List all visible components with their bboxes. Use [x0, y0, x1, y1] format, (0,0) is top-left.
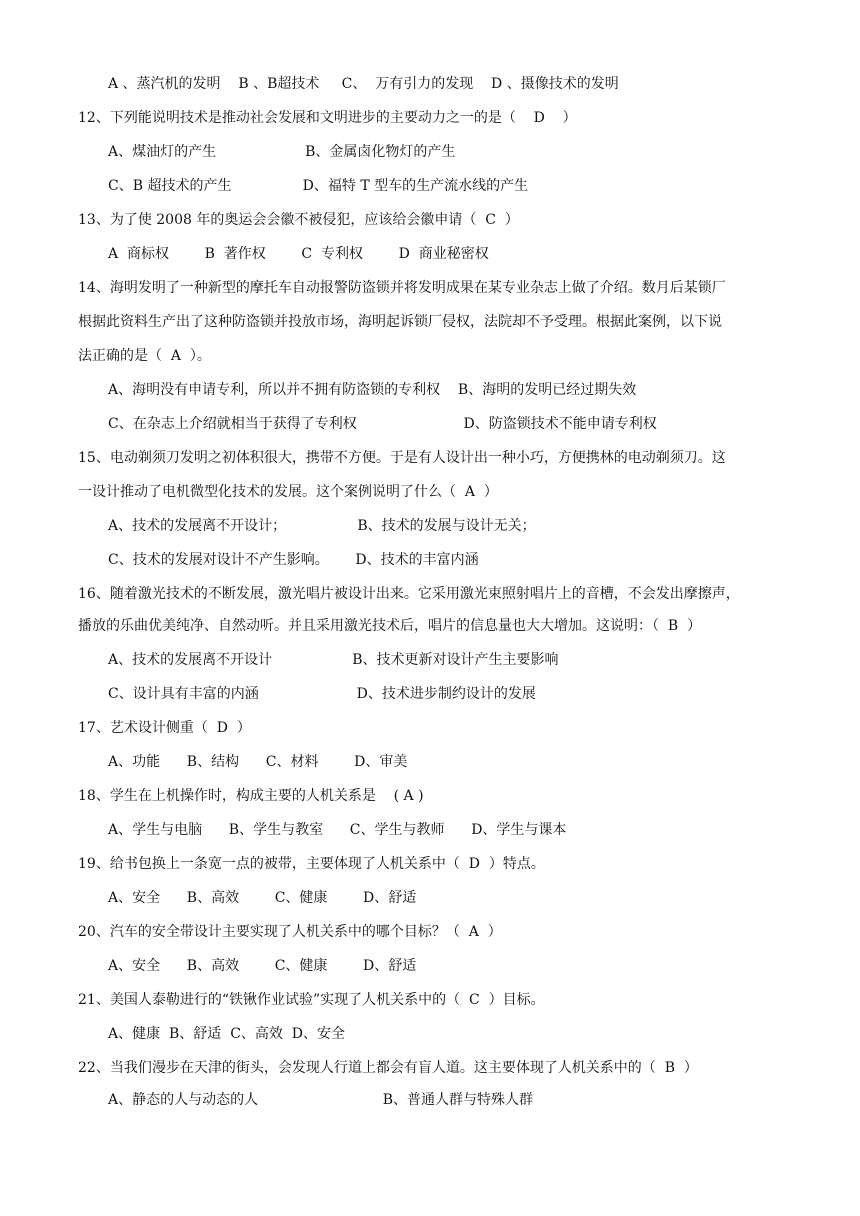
q18-stem: 18、学生在上机操作时，构成主要的人机关系是 ( A )	[78, 788, 424, 804]
q19-options: A、安全 B、高效 C、健康 D、舒适	[108, 890, 417, 906]
q14-stem-line1: 14、海明发明了一种新型的摩托车自动报警防盗锁并将发明成果在某专业杂志上做了介绍。数月后某锁厂	[78, 280, 726, 296]
q20-options: A、安全 B、高效 C、健康 D、舒适	[108, 958, 417, 974]
q17-options: A、功能 B、结构 C、材料 D、审美	[108, 754, 408, 770]
q15-options-ab: A、技术的发展离不开设计； B、技术的发展与设计无关；	[108, 518, 536, 534]
q19-stem: 19、给书包换上一条宽一点的被带，主要体现了人机关系中（ D ）特点。	[78, 856, 545, 872]
q16-options-cd: C、设计具有丰富的内涵 D、技术进步制约设计的发展	[108, 686, 536, 702]
q16-stem-line1: 16、随着激光技术的不断发展，激光唱片被设计出来。它采用激光束照射唱片上的音槽，不会发出摩擦声，	[78, 586, 740, 602]
q21-stem: 21、美国人泰勒进行的“铁锹作业试验”实现了人机关系中的（ C ）目标。	[78, 992, 545, 1008]
q22-options: A、静态的人与动态的人 B、普通人群与特殊人群	[108, 1092, 534, 1108]
q12-stem: 12、下列能说明技术是推动社会发展和文明进步的主要动力之一的是（ D ）	[78, 110, 577, 126]
q13-options: A 商标权 B 著作权 C 专利权 D 商业秘密权	[108, 246, 489, 262]
q14-options-ab: A、海明没有申请专利，所以并不拥有防盗锁的专利权 B、海明的发明已经过期失效	[108, 382, 637, 398]
q15-options-cd: C、技术的发展对设计不产生影响。 D、技术的丰富内涵	[108, 552, 479, 568]
q20-stem: 20、汽车的安全带设计主要实现了人机关系中的哪个目标？（ A ）	[78, 924, 502, 940]
q15-stem-line2: 一设计推动了电机微型化技术的发展。这个案例说明了什么（ A ）	[78, 484, 498, 500]
q18-options: A、学生与电脑 B、学生与教室 C、学生与教师 D、学生与课本	[108, 822, 567, 838]
q14-stem-line3: 法正确的是（ A ）。	[78, 348, 211, 364]
q21-options: A、健康 B、舒适 C、高效 D、安全	[108, 1026, 346, 1042]
q11-options: A 、蒸汽机的发明 B 、B超技术 C、 万有引力的发现 D 、摄像技术的发明	[108, 76, 619, 92]
q14-stem-line2: 根据此资料生产出了这种防盗锁并投放市场，海明起诉锁厂侵权，法院却不予受理。根据此案例，以下说	[78, 314, 722, 330]
q22-stem: 22、当我们漫步在天津的街头，会发现人行道上都会有盲人道。这主要体现了人机关系中的（ B ）	[78, 1060, 698, 1076]
q12-options-ab: A、煤油灯的产生 B、金属卤化物灯的产生	[108, 144, 456, 160]
q15-stem-line1: 15、电动剃须刀发明之初体积很大，携带不方便。于是有人设计出一种小巧，方便携林的电动剃须刀。这	[78, 450, 726, 466]
q16-options-ab: A、技术的发展离不开设计 B、技术更新对设计产生主要影响	[108, 652, 559, 668]
q12-options-cd: C、B 超技术的产生 D、福特 T 型车的生产流水线的产生	[108, 178, 529, 194]
q13-stem: 13、为了使 2008 年的奥运会会徽不被侵犯，应该给会徽申请（ C ）	[78, 212, 519, 228]
q16-stem-line2: 播放的乐曲优美纯净、自然动听。并且采用激光技术后，唱片的信息量也大大增加。这说明：（ B ）	[78, 618, 702, 634]
q17-stem: 17、艺术设计侧重（ D ）	[78, 720, 251, 736]
q14-options-cd: C、在杂志上介绍就相当于获得了专利权 D、防盗锁技术不能申请专利权	[108, 416, 657, 432]
